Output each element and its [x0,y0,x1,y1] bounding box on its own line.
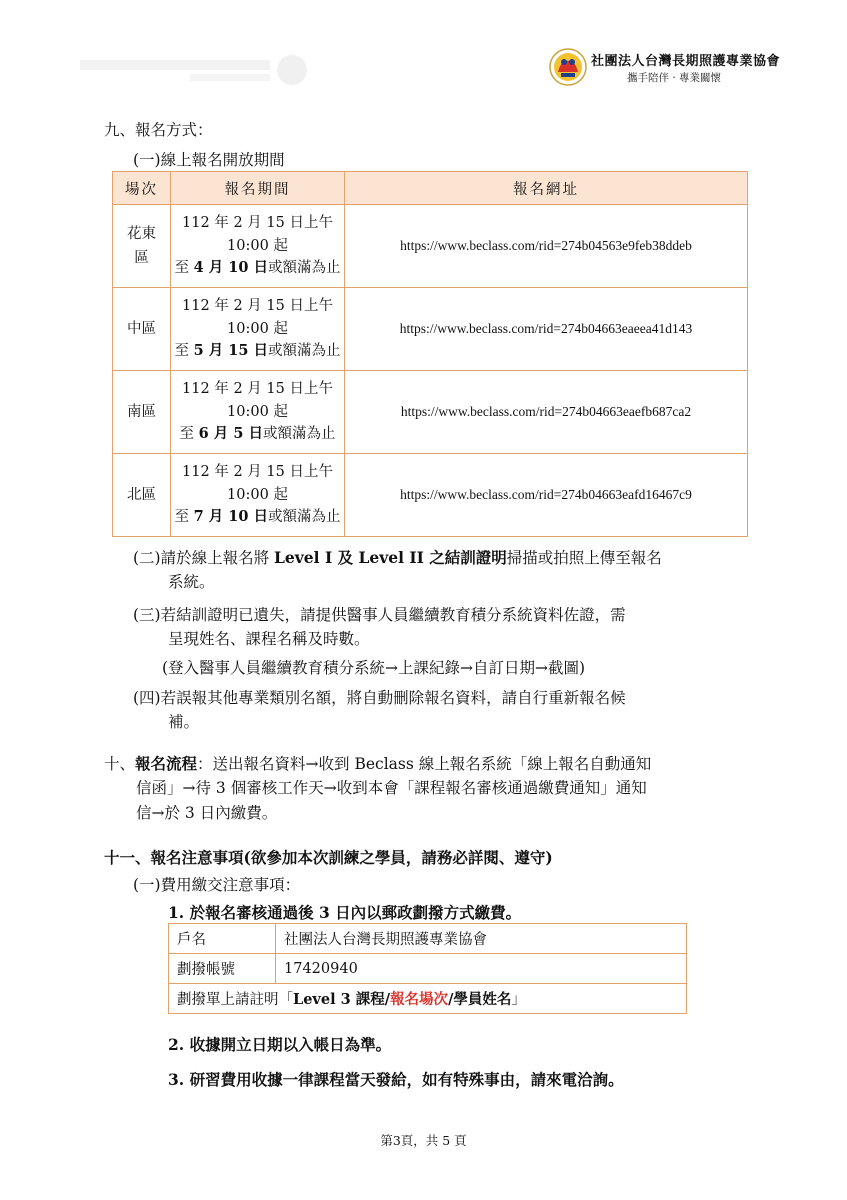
section-9-sub4: (四)若誤報其他專業類別名額，將自動刪除報名資料，請自行重新報名候 [133,689,626,707]
account-number-value: 17420940 [276,954,687,984]
section-9-title: 九、報名方式： [104,121,213,139]
table-row [113,454,748,537]
association-logo-icon [549,48,587,86]
table-row [113,371,748,454]
account-number-label: 劃撥帳號 [169,954,276,984]
section-10-line2: 信函」→待 3 個審核工作天→收到本會「課程報名審核通過繳費通知」通知 [136,779,647,797]
area-cell: 南區 [113,371,171,454]
registration-url-link[interactable]: https://www.beclass.com/rid=274b04663eafd16467c9 [345,454,748,537]
payment-info-table [168,923,687,1014]
header-slogan: 攜手陪伴 · 專業關懷 [627,72,722,84]
period-cell: 112 年 2 月 15 日上午 10:00 起 至 7 月 10 日或額滿為止 [171,454,345,537]
table-header-row [113,172,748,205]
registration-url-link[interactable]: https://www.beclass.com/rid=274b04663eaefb687ca2 [345,371,748,454]
header-org-name: 社團法人台灣長期照護專業協會 [591,54,781,69]
section-9-sub1: (一)線上報名開放期間 [133,151,285,169]
registration-url-link[interactable]: https://www.beclass.com/rid=274b04563e9feb38ddeb [345,205,748,288]
section-11-title: 十一、報名注意事項(欲參加本次訓練之學員，請務必詳閱、遵守) [104,848,553,867]
section-11-sub1: (一)費用繳交注意事項： [133,876,301,894]
table-row [169,924,687,954]
registration-url-link[interactable]: https://www.beclass.com/rid=274b04663eaeea41d143 [345,288,748,371]
section-9-sub3: (三)若結訓證明已遺失，請提供醫事人員繼續教育積分系統資料佐證，需 [133,606,626,624]
table-row [169,954,687,984]
account-name-label: 戶名 [169,924,276,954]
section-9-sub3-line3: (登入醫事人員繼續教育積分系統→上課紀錄→自訂日期→截圖) [162,659,586,677]
payment-item-3: 3. 研習費用收據一律課程當天發給，如有特殊事由，請來電洽詢。 [168,1070,624,1089]
bleed-through-watermark [80,52,310,88]
table-row [169,984,687,1014]
col-header-period: 報名期間 [171,172,345,205]
period-cell: 112 年 2 月 15 日上午 10:00 起 至 4 月 10 日或額滿為止 [171,205,345,288]
section-9-sub4-line2: 補。 [168,713,200,731]
page-footer: 第3頁，共 5 頁 [380,1133,467,1148]
section-10-line3: 信→於 3 日內繳費。 [136,804,278,822]
registration-period-table [112,171,748,537]
area-cell: 花東 區 [113,205,171,288]
account-name-value: 社團法人台灣長期照護專業協會 [276,924,687,954]
table-row [113,205,748,288]
section-9-sub2-line2: 系統。 [168,573,215,591]
payment-item-2: 2. 收據開立日期以入帳日為準。 [168,1035,392,1054]
col-header-session: 場次 [113,172,171,205]
payment-item-1: 1. 於報名審核通過後 3 日內以郵政劃撥方式繳費。 [168,903,522,922]
col-header-url: 報名網址 [345,172,748,205]
transfer-note: 劃撥單上請註明「Level 3 課程/報名場次/學員姓名」 [169,984,687,1014]
section-10-line1: 十、報名流程：送出報名資料→收到 Beclass 線上報名系統「線上報名自動通知 [104,754,652,773]
section-9-sub3-line2: 呈現姓名、課程名稱及時數。 [168,630,370,648]
period-cell: 112 年 2 月 15 日上午 10:00 起 至 6 月 5 日或額滿為止 [171,371,345,454]
table-row [113,288,748,371]
period-cell: 112 年 2 月 15 日上午 10:00 起 至 5 月 15 日或額滿為止 [171,288,345,371]
area-cell: 中區 [113,288,171,371]
section-9-sub2: (二)請於線上報名將 Level I 及 Level II 之結訓證明掃描或拍照上傳至報名 [133,548,662,567]
area-cell: 北區 [113,454,171,537]
